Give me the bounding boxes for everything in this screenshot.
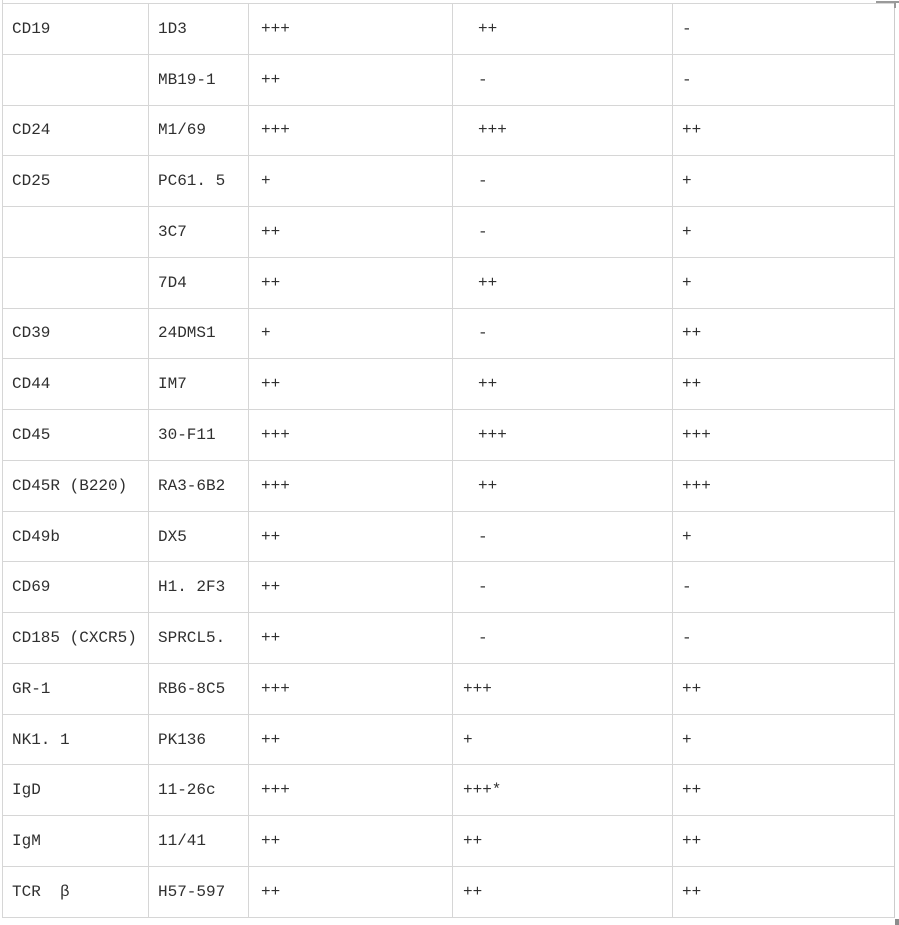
clone-cell: PK136 [149, 714, 249, 765]
expression-level-1-cell: +++ [249, 105, 453, 156]
expression-level-3-cell: +++ [673, 460, 895, 511]
expression-level-2-cell: - [453, 308, 673, 359]
clone-cell: 7D4 [149, 257, 249, 308]
expression-level-1-cell: ++ [249, 54, 453, 105]
expression-level-2-cell: ++ [453, 359, 673, 410]
table-row [3, 613, 895, 664]
clone-cell: H57-597 [149, 867, 249, 918]
expression-level-1-cell: ++ [249, 207, 453, 258]
marker-cell: CD45R (B220) [3, 460, 149, 511]
table-row [3, 765, 895, 816]
clone-cell: 3C7 [149, 207, 249, 258]
expression-level-3-cell: + [673, 714, 895, 765]
frame-corner-top-right-vertical [894, 1, 896, 8]
expression-level-1-cell: ++ [249, 511, 453, 562]
table-row [3, 4, 895, 55]
marker-cell: CD49b [3, 511, 149, 562]
expression-level-3-cell: + [673, 207, 895, 258]
expression-level-1-cell: +++ [249, 663, 453, 714]
table-row [3, 359, 895, 410]
table-row [3, 156, 895, 207]
expression-level-1-cell: +++ [249, 460, 453, 511]
table-row [3, 410, 895, 461]
marker-cell: IgD [3, 765, 149, 816]
expression-level-2-cell: +++ [453, 410, 673, 461]
expression-level-2-cell: ++ [453, 4, 673, 55]
table-row [3, 816, 895, 867]
clone-cell: MB19-1 [149, 54, 249, 105]
clone-cell: RA3-6B2 [149, 460, 249, 511]
table-row [3, 663, 895, 714]
expression-level-2-cell: - [453, 156, 673, 207]
clone-cell: 1D3 [149, 4, 249, 55]
table-row [3, 105, 895, 156]
expression-level-1-cell: ++ [249, 359, 453, 410]
marker-cell: IgM [3, 816, 149, 867]
clone-cell: 11-26c [149, 765, 249, 816]
expression-level-1-cell: + [249, 308, 453, 359]
expression-level-1-cell: +++ [249, 410, 453, 461]
expression-level-1-cell: ++ [249, 816, 453, 867]
clone-cell: 24DMS1 [149, 308, 249, 359]
marker-cell: CD24 [3, 105, 149, 156]
expression-level-2-cell: ++ [453, 867, 673, 918]
expression-level-2-cell: - [453, 613, 673, 664]
frame-corner-bottom-right [895, 919, 899, 925]
table-border-stub-top-left [2, 0, 3, 4]
expression-level-3-cell: - [673, 562, 895, 613]
antibody-expression-table [2, 3, 895, 918]
expression-level-3-cell: - [673, 613, 895, 664]
marker-cell [3, 257, 149, 308]
expression-level-3-cell: +++ [673, 410, 895, 461]
table-row [3, 257, 895, 308]
expression-level-1-cell: ++ [249, 867, 453, 918]
clone-cell: PC61. 5 [149, 156, 249, 207]
marker-cell: CD19 [3, 4, 149, 55]
expression-level-3-cell: + [673, 156, 895, 207]
expression-level-1-cell: ++ [249, 562, 453, 613]
expression-level-2-cell: +++ [453, 105, 673, 156]
expression-level-3-cell: ++ [673, 663, 895, 714]
expression-level-3-cell: ++ [673, 105, 895, 156]
clone-cell: 11/41 [149, 816, 249, 867]
expression-level-3-cell: ++ [673, 359, 895, 410]
expression-level-1-cell: ++ [249, 613, 453, 664]
marker-cell: NK1. 1 [3, 714, 149, 765]
table-row [3, 714, 895, 765]
table-body [3, 4, 895, 918]
table-row [3, 511, 895, 562]
expression-level-3-cell: ++ [673, 308, 895, 359]
table-row [3, 460, 895, 511]
expression-level-2-cell: ++ [453, 257, 673, 308]
marker-cell: CD45 [3, 410, 149, 461]
table-row [3, 867, 895, 918]
expression-level-1-cell: ++ [249, 257, 453, 308]
expression-level-2-cell: + [453, 714, 673, 765]
marker-cell: CD39 [3, 308, 149, 359]
marker-cell: CD69 [3, 562, 149, 613]
marker-cell: CD44 [3, 359, 149, 410]
expression-level-1-cell: +++ [249, 4, 453, 55]
clone-cell: H1. 2F3 [149, 562, 249, 613]
expression-level-3-cell: ++ [673, 816, 895, 867]
clone-cell: SPRCL5. [149, 613, 249, 664]
clone-cell: 30-F11 [149, 410, 249, 461]
expression-level-2-cell: - [453, 207, 673, 258]
expression-level-3-cell: - [673, 4, 895, 55]
marker-cell [3, 54, 149, 105]
marker-cell: GR-1 [3, 663, 149, 714]
expression-level-3-cell: ++ [673, 765, 895, 816]
expression-level-1-cell: +++ [249, 765, 453, 816]
page-edge-line-right [894, 2, 895, 918]
marker-cell: TCR β [3, 867, 149, 918]
clone-cell: M1/69 [149, 105, 249, 156]
expression-level-2-cell: - [453, 511, 673, 562]
expression-level-3-cell: + [673, 511, 895, 562]
expression-level-3-cell: + [673, 257, 895, 308]
expression-level-3-cell: - [673, 54, 895, 105]
expression-level-1-cell: ++ [249, 714, 453, 765]
table-row [3, 308, 895, 359]
expression-level-3-cell: ++ [673, 867, 895, 918]
expression-level-2-cell: +++ [453, 663, 673, 714]
table-row [3, 562, 895, 613]
table-row [3, 207, 895, 258]
marker-cell [3, 207, 149, 258]
marker-cell: CD185 (CXCR5) [3, 613, 149, 664]
expression-level-2-cell: - [453, 54, 673, 105]
clone-cell: DX5 [149, 511, 249, 562]
marker-cell: CD25 [3, 156, 149, 207]
clone-cell: IM7 [149, 359, 249, 410]
expression-level-2-cell: - [453, 562, 673, 613]
expression-level-1-cell: + [249, 156, 453, 207]
expression-level-2-cell: ++ [453, 816, 673, 867]
clone-cell: RB6-8C5 [149, 663, 249, 714]
table-row [3, 54, 895, 105]
expression-level-2-cell: +++* [453, 765, 673, 816]
expression-level-2-cell: ++ [453, 460, 673, 511]
